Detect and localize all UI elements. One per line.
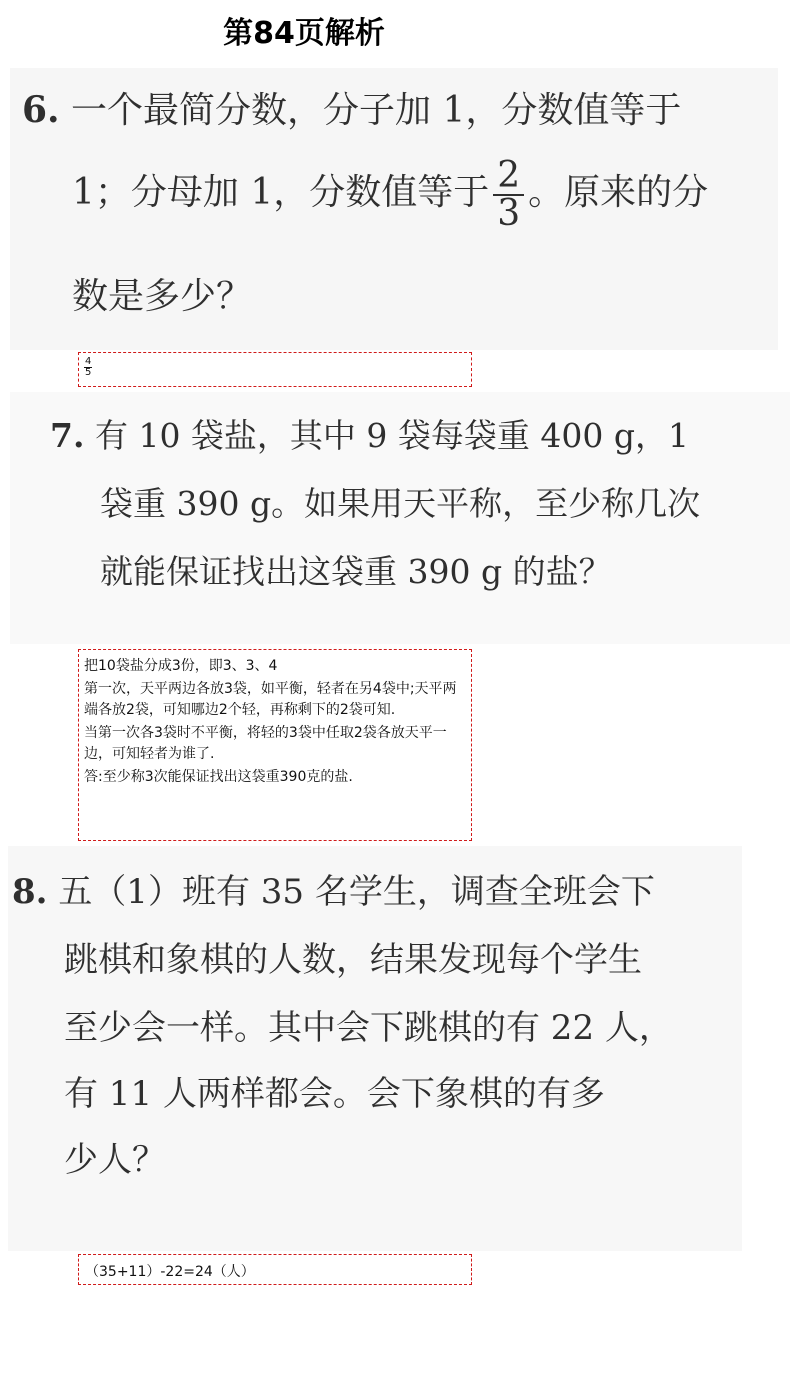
question-text: 跳棋和象棋的人数，结果发现每个学生 [64,940,642,980]
answer-text: （35+11）-22=24（人） [85,1264,255,1280]
fraction-two-thirds [493,155,524,234]
question-8-image [8,846,742,1251]
fraction-denominator: 3 [497,193,521,234]
answer-line: 第一次，天平两边各放3袋，如平衡，轻者在另4袋中;天平两端各放2袋，可知哪边2个轻，再称剩下的2袋可知. [84,681,457,718]
question-number: 7. [50,416,85,455]
question-6-line-3 [72,268,252,319]
answer-line: 当第一次各3袋时不平衡，将轻的3袋中任取2袋各放天平一边，可知轻者为谁了. [84,725,447,762]
fraction-numerator: 4 [85,356,92,367]
answer-fraction [84,357,92,378]
question-text: 1；分母加 1，分数值等于 [72,172,490,213]
question-text: 数是多少？ [72,276,253,317]
answer-7-box [78,649,472,841]
question-text: 就能保证找出这袋重 390 g 的盐？ [100,552,612,591]
question-8-line-3 [64,1000,673,1049]
question-text: 。原来的分 [528,172,709,213]
question-number: 8. [12,872,48,912]
question-7-line-3 [100,546,612,593]
question-7-line-2 [100,478,700,525]
question-6-line-1 [22,82,681,133]
answer-6-box [78,352,472,387]
question-7-line-1 [50,410,689,457]
question-text: 少人？ [64,1140,166,1180]
fraction-numerator: 2 [493,158,524,196]
question-text: 一个最简分数，分子加 1，分数值等于 [71,90,682,131]
question-8-line-5 [64,1132,166,1181]
question-8-line-2 [64,932,642,981]
answer-line: 把10袋盐分成3份，即3、3、4 [84,658,278,674]
answer-8-box [78,1254,472,1285]
question-text: 有 10 袋盐，其中 9 袋每袋重 400 g，1 [94,416,689,455]
question-8-line-4 [64,1066,605,1115]
question-7-image [10,392,790,644]
question-text: 至少会一样。其中会下跳棋的有 22 人， [64,1008,673,1048]
question-number: 6. [22,89,60,131]
question-text: 有 11 人两样都会。会下象棋的有多 [64,1074,605,1114]
question-text: 袋重 390 g。如果用天平称，至少称几次 [100,484,701,523]
question-6-image [10,68,778,350]
question-8-line-1 [12,864,655,913]
answer-line: 答:至少称3次能保证找出这袋重390克的盐. [84,769,353,785]
question-6-line-2 [72,155,709,234]
fraction-denominator: 5 [85,367,92,378]
page-title: 第84页解析 [223,16,385,51]
question-text: 五（1）班有 35 名学生，调查全班会下 [58,872,655,912]
